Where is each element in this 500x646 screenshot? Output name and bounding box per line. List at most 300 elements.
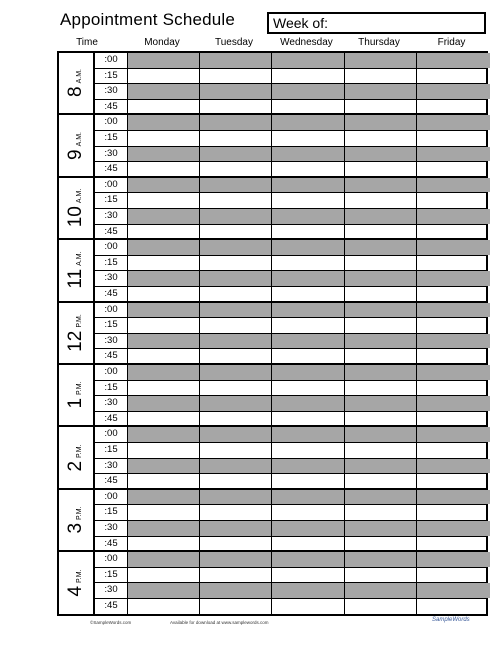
appointment-cell[interactable]: [345, 505, 417, 520]
time-slot-row: [95, 115, 486, 131]
appointment-cell[interactable]: [200, 505, 272, 520]
appointment-cell[interactable]: [417, 53, 490, 68]
appointment-cell[interactable]: [345, 599, 417, 615]
appointment-cell[interactable]: [417, 599, 490, 615]
time-slot-row: [95, 100, 486, 116]
appointment-cell[interactable]: [272, 552, 345, 567]
appointment-cell[interactable]: [128, 427, 200, 442]
appointment-cell[interactable]: [417, 396, 490, 411]
slot-minute-label: :30: [95, 334, 128, 349]
time-slot-row: [95, 521, 486, 537]
hour-label: [59, 365, 95, 425]
appointment-cell[interactable]: [200, 381, 272, 396]
hour-ampm: P.M.: [76, 444, 83, 458]
appointment-cell[interactable]: [272, 427, 345, 442]
appointment-cell[interactable]: [417, 412, 490, 428]
slot-minute-label: :30: [95, 271, 128, 286]
appointment-cell[interactable]: [200, 490, 272, 505]
appointment-cell[interactable]: [128, 115, 200, 130]
appointment-cell[interactable]: [272, 303, 345, 318]
time-slot-row: [95, 334, 486, 350]
appointment-cell[interactable]: [272, 115, 345, 130]
appointment-cell[interactable]: [128, 396, 200, 411]
appointment-cell[interactable]: [272, 334, 345, 349]
appointment-cell[interactable]: [272, 365, 345, 380]
appointment-cell[interactable]: [272, 256, 345, 271]
time-slot-row: [95, 568, 486, 584]
appointment-cell[interactable]: [128, 381, 200, 396]
hour-ampm: P.M.: [76, 381, 83, 396]
header-day: Tuesday: [215, 37, 253, 48]
appointment-cell[interactable]: [345, 69, 417, 84]
time-slot-row: [95, 443, 486, 459]
time-slot-row: [95, 84, 486, 100]
appointment-cell[interactable]: [128, 583, 200, 598]
appointment-cell[interactable]: [200, 537, 272, 553]
appointment-cell[interactable]: [345, 334, 417, 349]
appointment-cell[interactable]: [345, 53, 417, 68]
appointment-cell[interactable]: [417, 552, 490, 567]
appointment-cell[interactable]: [128, 599, 200, 615]
appointment-cell[interactable]: [200, 365, 272, 380]
appointment-cell[interactable]: [200, 178, 272, 193]
appointment-cell[interactable]: [200, 459, 272, 474]
appointment-cell[interactable]: [345, 225, 417, 241]
slot-minute-label: :15: [95, 131, 128, 146]
time-slot-row: [95, 131, 486, 147]
slot-minute-label: :45: [95, 412, 128, 428]
appointment-cell[interactable]: [272, 349, 345, 365]
slot-minute-label: :15: [95, 318, 128, 333]
appointment-cell[interactable]: [272, 131, 345, 146]
time-slot-row: [95, 209, 486, 225]
appointment-cell[interactable]: [128, 209, 200, 224]
appointment-cell[interactable]: [417, 318, 490, 333]
appointment-cell[interactable]: [417, 349, 490, 365]
appointment-cell[interactable]: [200, 256, 272, 271]
time-slot-row: [95, 537, 486, 553]
header-day: Friday: [437, 37, 466, 48]
appointment-cell[interactable]: [417, 443, 490, 458]
appointment-cell[interactable]: [128, 365, 200, 380]
time-slot-row: [95, 225, 486, 241]
appointment-cell[interactable]: [128, 178, 200, 193]
appointment-cell[interactable]: [417, 209, 490, 224]
time-slot-row: [95, 427, 486, 443]
hour-block: [59, 240, 486, 302]
hour-label: [59, 552, 95, 614]
appointment-cell[interactable]: [272, 193, 345, 208]
appointment-cell[interactable]: [417, 505, 490, 520]
appointment-cell[interactable]: [128, 162, 200, 178]
hour-block: [59, 303, 486, 365]
hour-number: 3: [65, 522, 86, 534]
appointment-cell[interactable]: [345, 271, 417, 286]
hour-label: [59, 53, 95, 113]
appointment-cell[interactable]: [200, 193, 272, 208]
appointment-cell[interactable]: [200, 396, 272, 411]
appointment-cell[interactable]: [345, 240, 417, 255]
appointment-cell[interactable]: [272, 459, 345, 474]
slot-minute-label: :15: [95, 69, 128, 84]
appointment-cell[interactable]: [417, 115, 490, 130]
hour-number: 10: [65, 206, 86, 228]
slot-minute-label: :15: [95, 505, 128, 520]
appointment-cell[interactable]: [128, 53, 200, 68]
appointment-cell[interactable]: [417, 131, 490, 146]
appointment-cell[interactable]: [417, 147, 490, 162]
appointment-cell[interactable]: [272, 147, 345, 162]
time-slot-row: [95, 474, 486, 490]
appointment-cell[interactable]: [128, 287, 200, 303]
footer-download-note: Available for download at www.samplewords.com: [170, 620, 269, 625]
hour-number: 1: [65, 398, 86, 409]
appointment-cell[interactable]: [128, 521, 200, 536]
appointment-cell[interactable]: [345, 178, 417, 193]
appointment-cell[interactable]: [345, 365, 417, 380]
appointment-cell[interactable]: [128, 256, 200, 271]
time-slot-row: [95, 287, 486, 303]
appointment-cell[interactable]: [128, 271, 200, 286]
slot-minute-label: :30: [95, 209, 128, 224]
appointment-cell[interactable]: [417, 303, 490, 318]
appointment-cell[interactable]: [272, 568, 345, 583]
time-slot-row: [95, 53, 486, 69]
slot-minute-label: :00: [95, 552, 128, 567]
appointment-cell[interactable]: [272, 225, 345, 241]
appointment-cell[interactable]: [345, 427, 417, 442]
appointment-cell[interactable]: [417, 162, 490, 178]
slot-minute-label: :00: [95, 490, 128, 505]
appointment-cell[interactable]: [345, 583, 417, 598]
time-slot-row: [95, 271, 486, 287]
appointment-cell[interactable]: [272, 100, 345, 116]
slot-minute-label: :30: [95, 84, 128, 99]
appointment-cell[interactable]: [200, 334, 272, 349]
hour-label: [59, 240, 95, 300]
appointment-cell[interactable]: [345, 537, 417, 553]
hour-ampm: P.M.: [76, 313, 83, 328]
time-slot-row: [95, 256, 486, 272]
hour-label: [59, 303, 95, 363]
appointment-cell[interactable]: [272, 53, 345, 68]
appointment-cell[interactable]: [200, 552, 272, 567]
appointment-cell[interactable]: [417, 537, 490, 553]
hour-ampm: A.M.: [76, 69, 83, 84]
appointment-cell[interactable]: [272, 521, 345, 536]
appointment-cell[interactable]: [200, 474, 272, 490]
appointment-cell[interactable]: [200, 240, 272, 255]
hour-block: [59, 552, 486, 614]
appointment-cell[interactable]: [200, 427, 272, 442]
slot-minute-label: :30: [95, 147, 128, 162]
slot-minute-label: :45: [95, 599, 128, 615]
hour-block: [59, 365, 486, 427]
appointment-cell[interactable]: [345, 303, 417, 318]
slot-minute-label: :00: [95, 303, 128, 318]
slot-minute-label: :45: [95, 225, 128, 241]
appointment-cell[interactable]: [272, 84, 345, 99]
hour-number: 11: [65, 269, 86, 289]
slot-minute-label: :30: [95, 521, 128, 536]
appointment-cell[interactable]: [128, 412, 200, 428]
appointment-cell[interactable]: [272, 162, 345, 178]
appointment-cell[interactable]: [200, 303, 272, 318]
slot-minute-label: :15: [95, 568, 128, 583]
appointment-cell[interactable]: [272, 490, 345, 505]
appointment-cell[interactable]: [417, 287, 490, 303]
appointment-cell[interactable]: [272, 178, 345, 193]
appointment-cell[interactable]: [345, 147, 417, 162]
appointment-cell[interactable]: [200, 412, 272, 428]
page-title: Appointment Schedule: [60, 10, 236, 29]
appointment-cell[interactable]: [417, 365, 490, 380]
hour-block: [59, 178, 486, 240]
hour-block: [59, 490, 486, 552]
appointment-cell[interactable]: [200, 583, 272, 598]
appointment-cell[interactable]: [345, 459, 417, 474]
time-slot-row: [95, 318, 486, 334]
slot-minute-label: :30: [95, 459, 128, 474]
appointment-cell[interactable]: [345, 349, 417, 365]
time-slot-row: [95, 459, 486, 475]
appointment-cell[interactable]: [345, 381, 417, 396]
slot-minute-label: :45: [95, 100, 128, 116]
appointment-cell[interactable]: [128, 100, 200, 116]
appointment-cell[interactable]: [345, 318, 417, 333]
appointment-cell[interactable]: [345, 287, 417, 303]
appointment-cell[interactable]: [417, 69, 490, 84]
appointment-cell[interactable]: [128, 69, 200, 84]
appointment-cell[interactable]: [417, 459, 490, 474]
appointment-cell[interactable]: [128, 474, 200, 490]
appointment-cell[interactable]: [128, 225, 200, 241]
appointment-cell[interactable]: [345, 84, 417, 99]
appointment-cell[interactable]: [272, 537, 345, 553]
time-slot-row: [95, 490, 486, 506]
schedule-grid: [57, 51, 488, 616]
appointment-cell[interactable]: [200, 209, 272, 224]
column-header-row: [57, 37, 488, 50]
time-slot-row: [95, 303, 486, 319]
appointment-cell[interactable]: [200, 53, 272, 68]
appointment-cell[interactable]: [272, 287, 345, 303]
appointment-cell[interactable]: [417, 381, 490, 396]
slot-minute-label: :15: [95, 381, 128, 396]
slot-minute-label: :00: [95, 240, 128, 255]
appointment-cell[interactable]: [345, 490, 417, 505]
appointment-cell[interactable]: [417, 256, 490, 271]
hour-number: 12: [65, 330, 86, 352]
appointment-cell[interactable]: [200, 131, 272, 146]
appointment-cell[interactable]: [200, 69, 272, 84]
appointment-cell[interactable]: [417, 474, 490, 490]
header-day: Wednesday: [280, 37, 333, 48]
appointment-cell[interactable]: [417, 178, 490, 193]
appointment-cell[interactable]: [272, 474, 345, 490]
hour-label: [59, 115, 95, 175]
week-of-label: Week of:: [273, 15, 328, 31]
hour-block: [59, 427, 486, 489]
slot-minute-label: :15: [95, 256, 128, 271]
appointment-cell[interactable]: [200, 568, 272, 583]
appointment-cell[interactable]: [200, 271, 272, 286]
appointment-cell[interactable]: [417, 427, 490, 442]
appointment-cell[interactable]: [345, 131, 417, 146]
appointment-cell[interactable]: [128, 459, 200, 474]
week-of-field[interactable]: [267, 12, 486, 34]
appointment-cell[interactable]: [345, 162, 417, 178]
appointment-cell[interactable]: [272, 583, 345, 598]
appointment-cell[interactable]: [200, 162, 272, 178]
samplewords-logo: SampleWords: [432, 617, 470, 623]
hour-label: [59, 427, 95, 487]
appointment-cell[interactable]: [128, 318, 200, 333]
slot-minute-label: :15: [95, 443, 128, 458]
time-slot-row: [95, 147, 486, 163]
appointment-cell[interactable]: [417, 490, 490, 505]
time-slot-row: [95, 193, 486, 209]
appointment-cell[interactable]: [345, 115, 417, 130]
appointment-cell[interactable]: [272, 240, 345, 255]
appointment-cell[interactable]: [345, 521, 417, 536]
appointment-cell[interactable]: [200, 599, 272, 615]
slot-minute-label: :00: [95, 427, 128, 442]
appointment-cell[interactable]: [200, 521, 272, 536]
appointment-cell[interactable]: [272, 271, 345, 286]
appointment-cell[interactable]: [128, 84, 200, 99]
appointment-cell[interactable]: [417, 334, 490, 349]
appointment-cell[interactable]: [345, 474, 417, 490]
appointment-cell[interactable]: [128, 443, 200, 458]
appointment-cell[interactable]: [417, 521, 490, 536]
hour-block: [59, 115, 486, 177]
appointment-cell[interactable]: [272, 209, 345, 224]
time-slot-row: [95, 505, 486, 521]
time-slot-row: [95, 381, 486, 397]
slot-minute-label: :45: [95, 474, 128, 490]
appointment-cell[interactable]: [345, 256, 417, 271]
appointment-cell[interactable]: [200, 349, 272, 365]
appointment-cell[interactable]: [272, 599, 345, 615]
time-slot-row: [95, 240, 486, 256]
hour-number: 8: [65, 86, 86, 98]
appointment-cell[interactable]: [200, 147, 272, 162]
appointment-cell[interactable]: [345, 396, 417, 411]
hour-ampm: A.M.: [76, 131, 83, 146]
time-slot-row: [95, 552, 486, 568]
time-slot-row: [95, 178, 486, 194]
appointment-cell[interactable]: [272, 69, 345, 84]
time-slot-row: [95, 69, 486, 85]
header-day: Monday: [144, 37, 180, 48]
hour-ampm: P.M.: [76, 506, 83, 520]
appointment-cell[interactable]: [417, 271, 490, 286]
appointment-cell[interactable]: [345, 100, 417, 116]
slot-minute-label: :00: [95, 115, 128, 130]
hour-number: 9: [65, 148, 86, 160]
hour-block: [59, 53, 486, 115]
appointment-cell[interactable]: [417, 225, 490, 241]
header-time: Time: [76, 37, 98, 48]
appointment-cell[interactable]: [417, 568, 490, 583]
appointment-cell[interactable]: [272, 412, 345, 428]
hour-number: 2: [65, 460, 86, 472]
appointment-cell[interactable]: [128, 303, 200, 318]
time-slot-row: [95, 599, 486, 615]
time-slot-row: [95, 365, 486, 381]
slot-minute-label: :30: [95, 583, 128, 598]
appointment-cell[interactable]: [417, 240, 490, 255]
appointment-cell[interactable]: [417, 583, 490, 598]
slot-minute-label: :45: [95, 287, 128, 303]
appointment-cell[interactable]: [345, 568, 417, 583]
appointment-cell[interactable]: [200, 225, 272, 241]
appointment-cell[interactable]: [272, 318, 345, 333]
time-slot-row: [95, 412, 486, 428]
appointment-cell[interactable]: [417, 84, 490, 99]
slot-minute-label: :45: [95, 349, 128, 365]
header-day: Thursday: [358, 37, 400, 48]
appointment-cell[interactable]: [200, 287, 272, 303]
appointment-cell[interactable]: [128, 537, 200, 553]
time-slot-row: [95, 583, 486, 599]
slot-minute-label: :45: [95, 537, 128, 553]
appointment-cell[interactable]: [128, 568, 200, 583]
footer-copyright: ©SampleWords.com: [90, 620, 132, 625]
appointment-cell[interactable]: [417, 193, 490, 208]
appointment-cell[interactable]: [128, 490, 200, 505]
appointment-cell[interactable]: [128, 505, 200, 520]
appointment-cell[interactable]: [200, 100, 272, 116]
appointment-cell[interactable]: [272, 443, 345, 458]
appointment-cell[interactable]: [200, 318, 272, 333]
appointment-cell[interactable]: [272, 396, 345, 411]
appointment-cell[interactable]: [345, 412, 417, 428]
time-slot-row: [95, 396, 486, 412]
appointment-cell[interactable]: [272, 381, 345, 396]
time-slot-row: [95, 162, 486, 178]
hour-number: 4: [65, 586, 86, 597]
appointment-cell[interactable]: [200, 115, 272, 130]
time-slot-row: [95, 349, 486, 365]
slot-minute-label: :30: [95, 396, 128, 411]
slot-minute-label: :15: [95, 193, 128, 208]
slot-minute-label: :00: [95, 53, 128, 68]
slot-minute-label: :00: [95, 365, 128, 380]
appointment-cell[interactable]: [345, 552, 417, 567]
appointment-cell[interactable]: [128, 552, 200, 567]
appointment-cell[interactable]: [128, 349, 200, 365]
appointment-cell[interactable]: [128, 131, 200, 146]
appointment-cell[interactable]: [200, 84, 272, 99]
appointment-cell[interactable]: [128, 193, 200, 208]
hour-label: [59, 490, 95, 550]
appointment-cell[interactable]: [128, 334, 200, 349]
appointment-cell[interactable]: [345, 443, 417, 458]
slot-minute-label: :00: [95, 178, 128, 193]
appointment-cell[interactable]: [128, 240, 200, 255]
appointment-cell[interactable]: [345, 209, 417, 224]
hour-ampm: P.M.: [76, 569, 83, 584]
hour-ampm: A.M.: [76, 251, 83, 267]
appointment-cell[interactable]: [417, 100, 490, 116]
appointment-cell[interactable]: [200, 443, 272, 458]
appointment-cell[interactable]: [345, 193, 417, 208]
appointment-cell[interactable]: [272, 505, 345, 520]
hour-ampm: A.M.: [76, 188, 83, 204]
appointment-cell[interactable]: [128, 147, 200, 162]
